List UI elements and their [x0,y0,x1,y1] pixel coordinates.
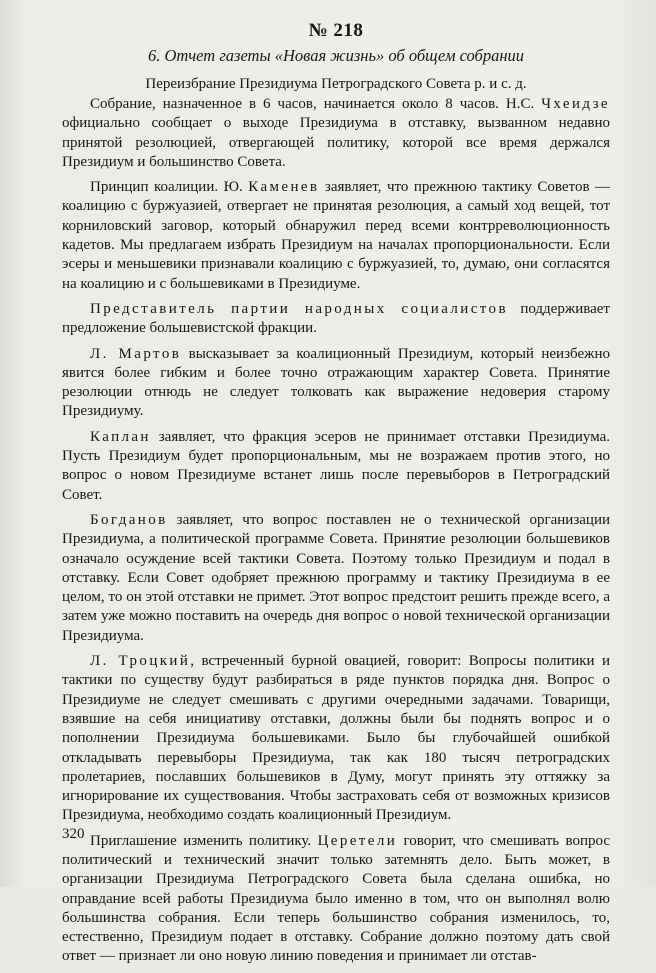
speaker-name: Каменев [248,179,320,196]
speaker-name: Представитель партии народных социалистов [90,300,508,317]
document-number: № 218 [308,20,364,41]
page-number: 320 [62,826,85,842]
speaker-name: Л. Мартов [90,345,182,362]
paragraph: Приглашение изменить политику. Церетели говорит, что смешивать вопрос политический и технический значит только затемнять дело. Быть может, в организации Президиума Петроградского Совета была сделана ошибка, но оправдание всей работы Президиума было именно в том, что он выполнял волю большинства собрания. Если теперь большинство собрания изменилось, то, естественно, Президиум подает в отставку. Собрание должно поэтому дать свой ответ — признает ли оно новую линию поведения и принимает ли отстав- [62,832,611,965]
speaker-name: Богданов [90,511,168,528]
paragraph: Богданов заявляет, что вопрос поставлен не о технической организации Президиума, а политической программе Совета. Принятие резолюции большевиков означало осуждение всей тактики Совета. Поэтому только Президиум и подал в отставку. Если Совет одобряет прежнюю программу и тактику Президиума в ее целом, то он этой отставки не примет. Этот вопрос предстоит решить прежде всего, а затем уже можно поставить на очередь дня вопрос о новой технической организации Президиума. [62,511,610,644]
speaker-name: Каплан [90,428,151,445]
document-body [62,0,610,973]
paragraph: Л. Троцкий, встреченный бурной овацией, говорит: Вопросы политики и тактики по существу будут разбираться в ряде пунктов порядка дня. Вопрос о Президиуме не следует смешивать с другими очередными задачами. Товарищи, взявшие на себя инициативу отставки, должны были бы поднять вопрос и о пополнении Президиума большевиками. Было бы глубочайшей ошибкой откладывать перевыборы Президиума, так как 180 тысяч петроградских пролетариев, пославших большевиков в Думу, могут принять эту оттяжку за игнорирование их существования. Чтобы застраховать себя от возможных кризисов Президиума, необходимо создать коалиционный Президиум. [62,653,610,824]
speaker-name: Церетели [317,832,398,849]
paragraph: Собрание, назначенное в 6 часов, начинается около 8 часов. Н.С. Чхеидзе официально сообщает о выходе Президиума в отставку, вызванном недавно принятой резолюцией, отвергающей политику, которой все время держался Президиум и большинство Совета. [62,96,610,170]
speaker-name: Чхеидзе [541,96,610,112]
paragraph: Принцип коалиции. Ю. Каменев заявляет, что прежнюю тактику Советов — коалицию с буржуазией, отвергает не принятая резолюция, а самый ход вещей, тот корниловский заговор, который обнаружил перед всеми контрреволюционность кадетов. Мы предлагаем избрать Президиум на началах пропорциональности. Если эсеры и меньшевики признавали коалицию с буржуазией, то, думаю, они согласятся на коалицию и с большевиками в Президиуме. [62,179,611,292]
section-subtitle: Переизбрание Президиума Петроградского Совета р. и с. д. [145,76,527,92]
paragraph: Каплан заявляет, что фракция эсеров не принимает отставки Президиума. Пусть Президиум будет пропорциональным, мы не возражаем против этого, но вопрос о новом Президиуме встанет лишь после перевыборов в Петроградский Совет. [62,428,610,503]
paragraph: Представитель партии народных социалистов поддерживает предложение большевистской фракции. [62,300,610,337]
speaker-name: Л. Троцкий [90,653,191,670]
document-title: 6. Отчет газеты «Новая жизнь» об общем собрании [147,46,525,65]
paragraph: Л. Мартов высказывает за коалиционный Президиум, который неизбежно явится более гибким и более точно отражающим характер Совета. Принятие резолюции отнюдь не следует толковать как выражение недоверия старому Президиуму. [62,345,610,420]
